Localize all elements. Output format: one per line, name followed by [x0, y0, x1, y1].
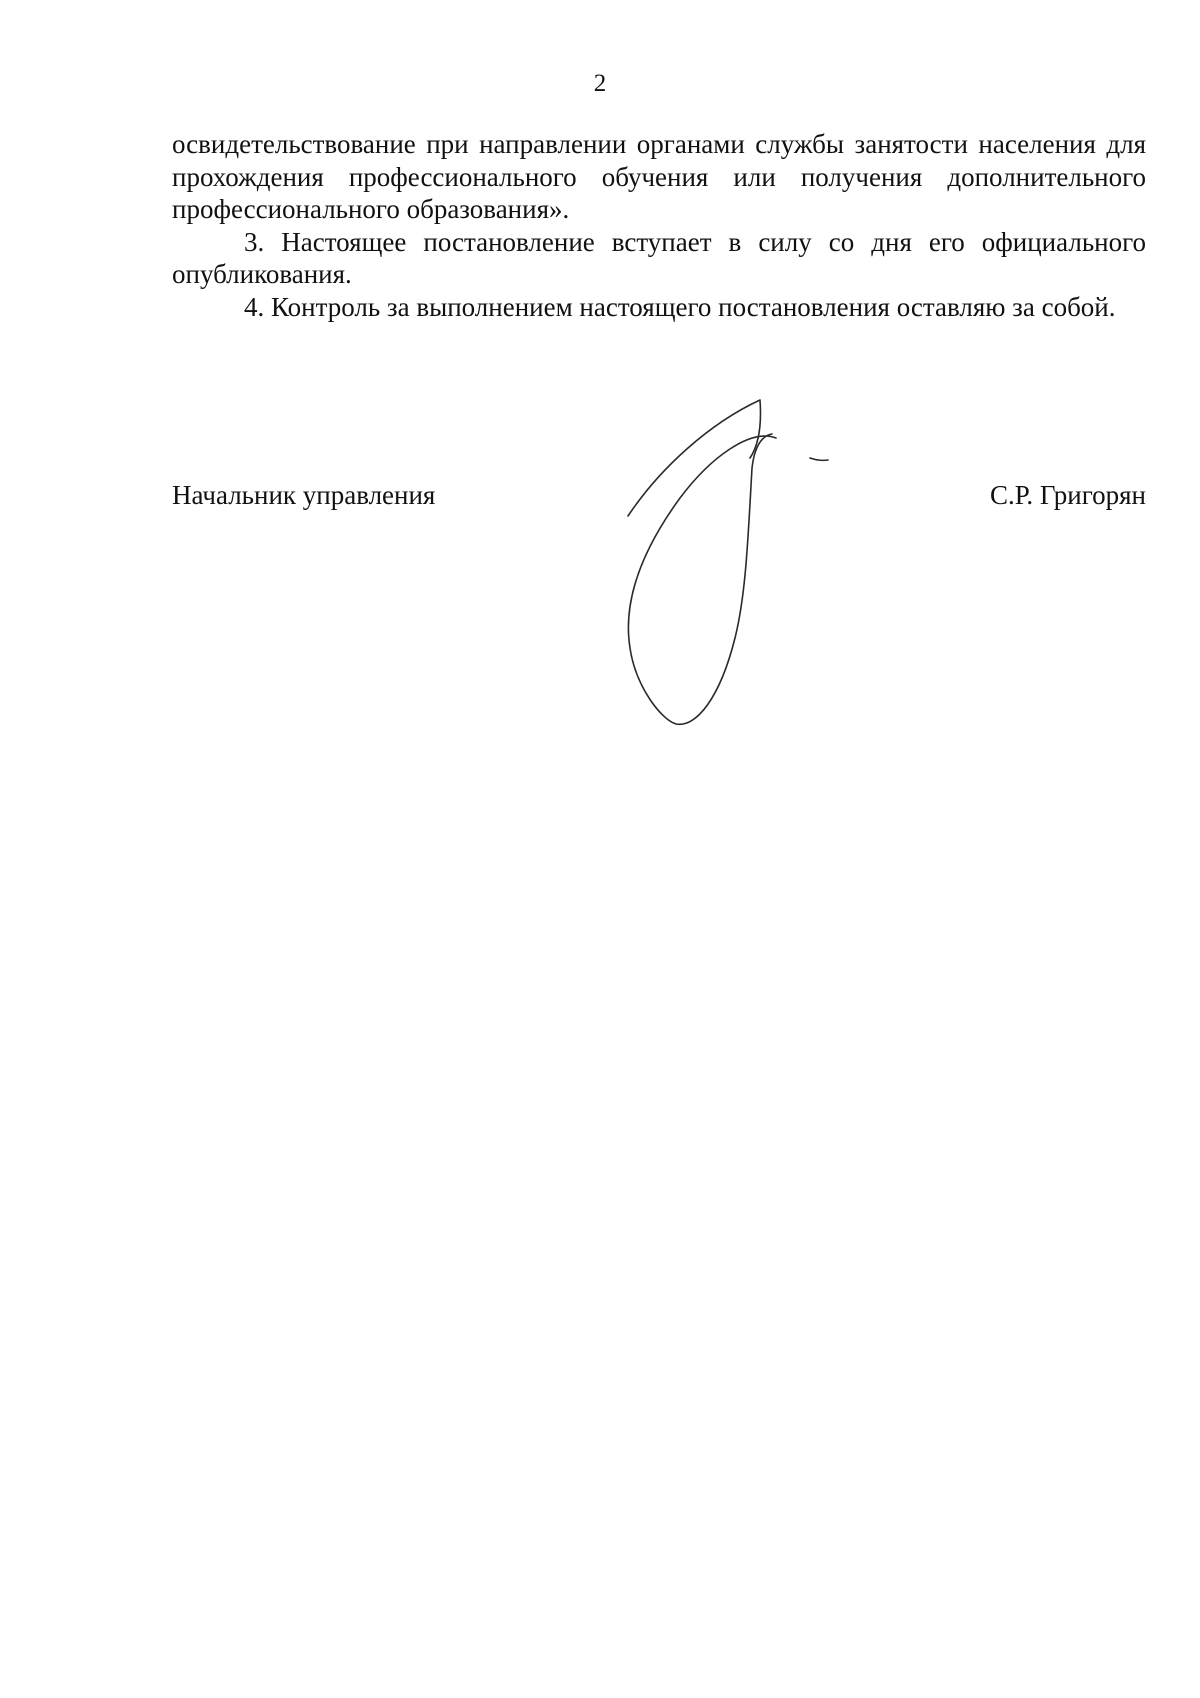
- handwritten-signature: [600, 398, 860, 728]
- paragraph-item-3: 3. Настоящее постановление вступает в силу со дня его официального опубликования.: [172, 226, 1146, 289]
- paragraph-item-4: 4. Контроль за выполнением настоящего постановления оставляю за собой.: [244, 291, 1116, 322]
- page-number: 2: [593, 70, 607, 97]
- document-body: [172, 128, 1146, 323]
- signer-name: С.Р. Григорян: [989, 480, 1146, 510]
- signer-position: Начальник управления: [172, 480, 436, 510]
- paragraph-continuation: освидетельствование при направлении органами службы занятости населения для прохождения профессионального обучения или получения дополнительного профессионального образования».: [172, 129, 1146, 224]
